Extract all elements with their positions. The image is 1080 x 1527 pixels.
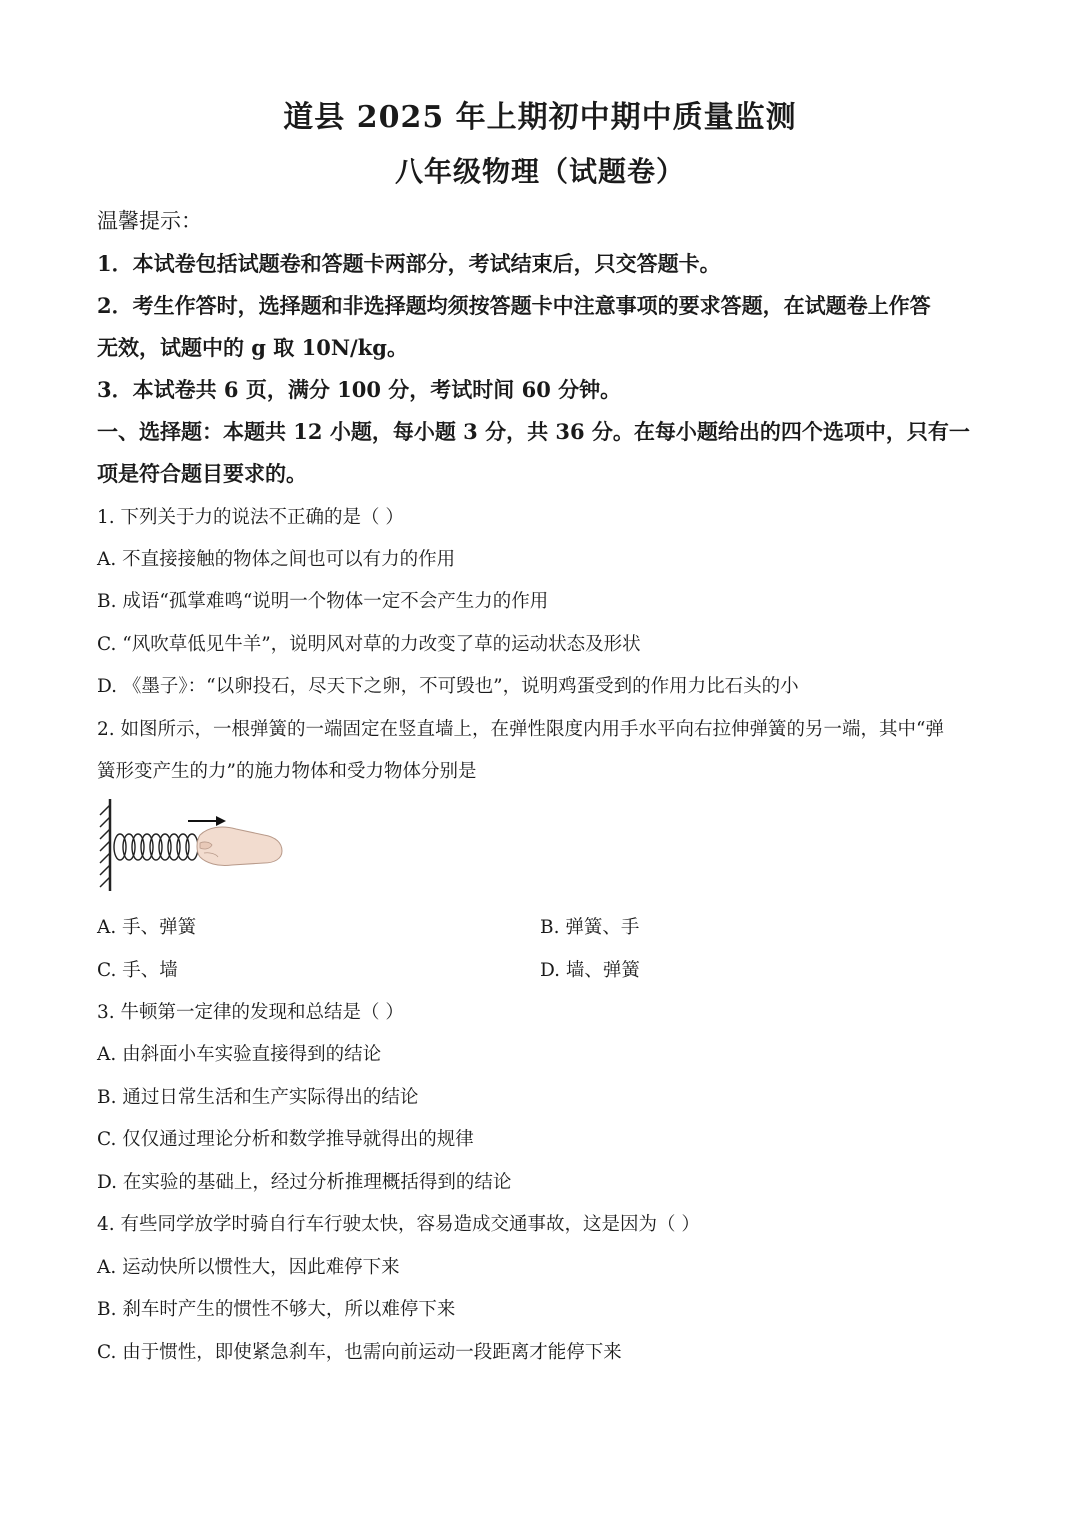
question-3-option-a: A. 由斜面小车实验直接得到的结论 [97,1044,382,1065]
section-heading: 一、选择题：本题共 12 小题，每小题 3 分，共 36 分。在每小题给出的四个选项中，只有一 [97,419,970,444]
force-arrow-icon [188,816,226,826]
spring-coil-icon [114,834,198,860]
wall-icon [100,799,110,891]
question-4-option-a: A. 运动快所以惯性大，因此难停下来 [97,1257,400,1278]
question-2-option-d: D. 墙、弹簧 [540,960,640,981]
page-title: 道县 2025 年上期初中期中质量监测 [283,100,797,135]
section-heading-cont: 项是符合题目要求的。 [97,461,307,486]
page-subtitle: 八年级物理（试题卷） [394,155,685,188]
question-4-option-b: B. 刹车时产生的惯性不够大，所以难停下来 [97,1299,456,1320]
hand-icon [197,827,282,866]
notice-heading: 温馨提示： [97,209,202,233]
question-1-option-b: B. 成语“孤掌难鸣“说明一个物体一定不会产生力的作用 [97,591,549,612]
question-1-option-c: C. “风吹草低见牛羊”，说明风对草的力改变了草的运动状态及形状 [97,634,641,655]
question-3-stem: 3. 牛顿第一定律的发现和总结是（ ） [97,1002,404,1023]
notice-item: 2．考生作答时，选择题和非选择题均须按答题卡中注意事项的要求答题，在试题卷上作答 [97,293,931,318]
question-1-option-a: A. 不直接接触的物体之间也可以有力的作用 [97,549,456,570]
question-3-option-b: B. 通过日常生活和生产实际得出的结论 [97,1087,419,1108]
question-4-option-c: C. 由于惯性，即使紧急刹车，也需向前运动一段距离才能停下来 [97,1342,622,1363]
spring-wall-hand-figure [96,797,286,893]
question-4-stem: 4. 有些同学放学时骑自行车行驶太快，容易造成交通事故，这是因为（ ） [97,1214,700,1235]
question-2-option-c: C. 手、墙 [97,960,178,981]
notice-item: 3．本试卷共 6 页，满分 100 分，考试时间 60 分钟。 [97,377,622,402]
question-3-option-c: C. 仅仅通过理论分析和数学推导就得出的规律 [97,1129,474,1150]
question-2-stem-cont: 簧形变产生的力”的施力物体和受力物体分别是 [97,761,477,782]
question-2-option-b: B. 弹簧、手 [540,917,640,938]
question-3-option-d: D. 在实验的基础上，经过分析推理概括得到的结论 [97,1172,512,1193]
question-2-option-a: A. 手、弹簧 [97,917,197,938]
notice-item: 无效，试题中的 g 取 10N/kg。 [97,335,408,360]
question-1-stem: 1. 下列关于力的说法不正确的是（ ） [97,507,404,528]
question-2-stem: 2. 如图所示，一根弹簧的一端固定在竖直墙上，在弹性限度内用手水平向右拉伸弹簧的另一端，其中“弹 [97,719,944,740]
notice-item: 1．本试卷包括试题卷和答题卡两部分，考试结束后，只交答题卡。 [97,251,721,276]
question-1-option-d: D. 《墨子》：“以卵投石，尽天下之卵，不可毁也”，说明鸡蛋受到的作用力比石头的小 [97,676,799,697]
